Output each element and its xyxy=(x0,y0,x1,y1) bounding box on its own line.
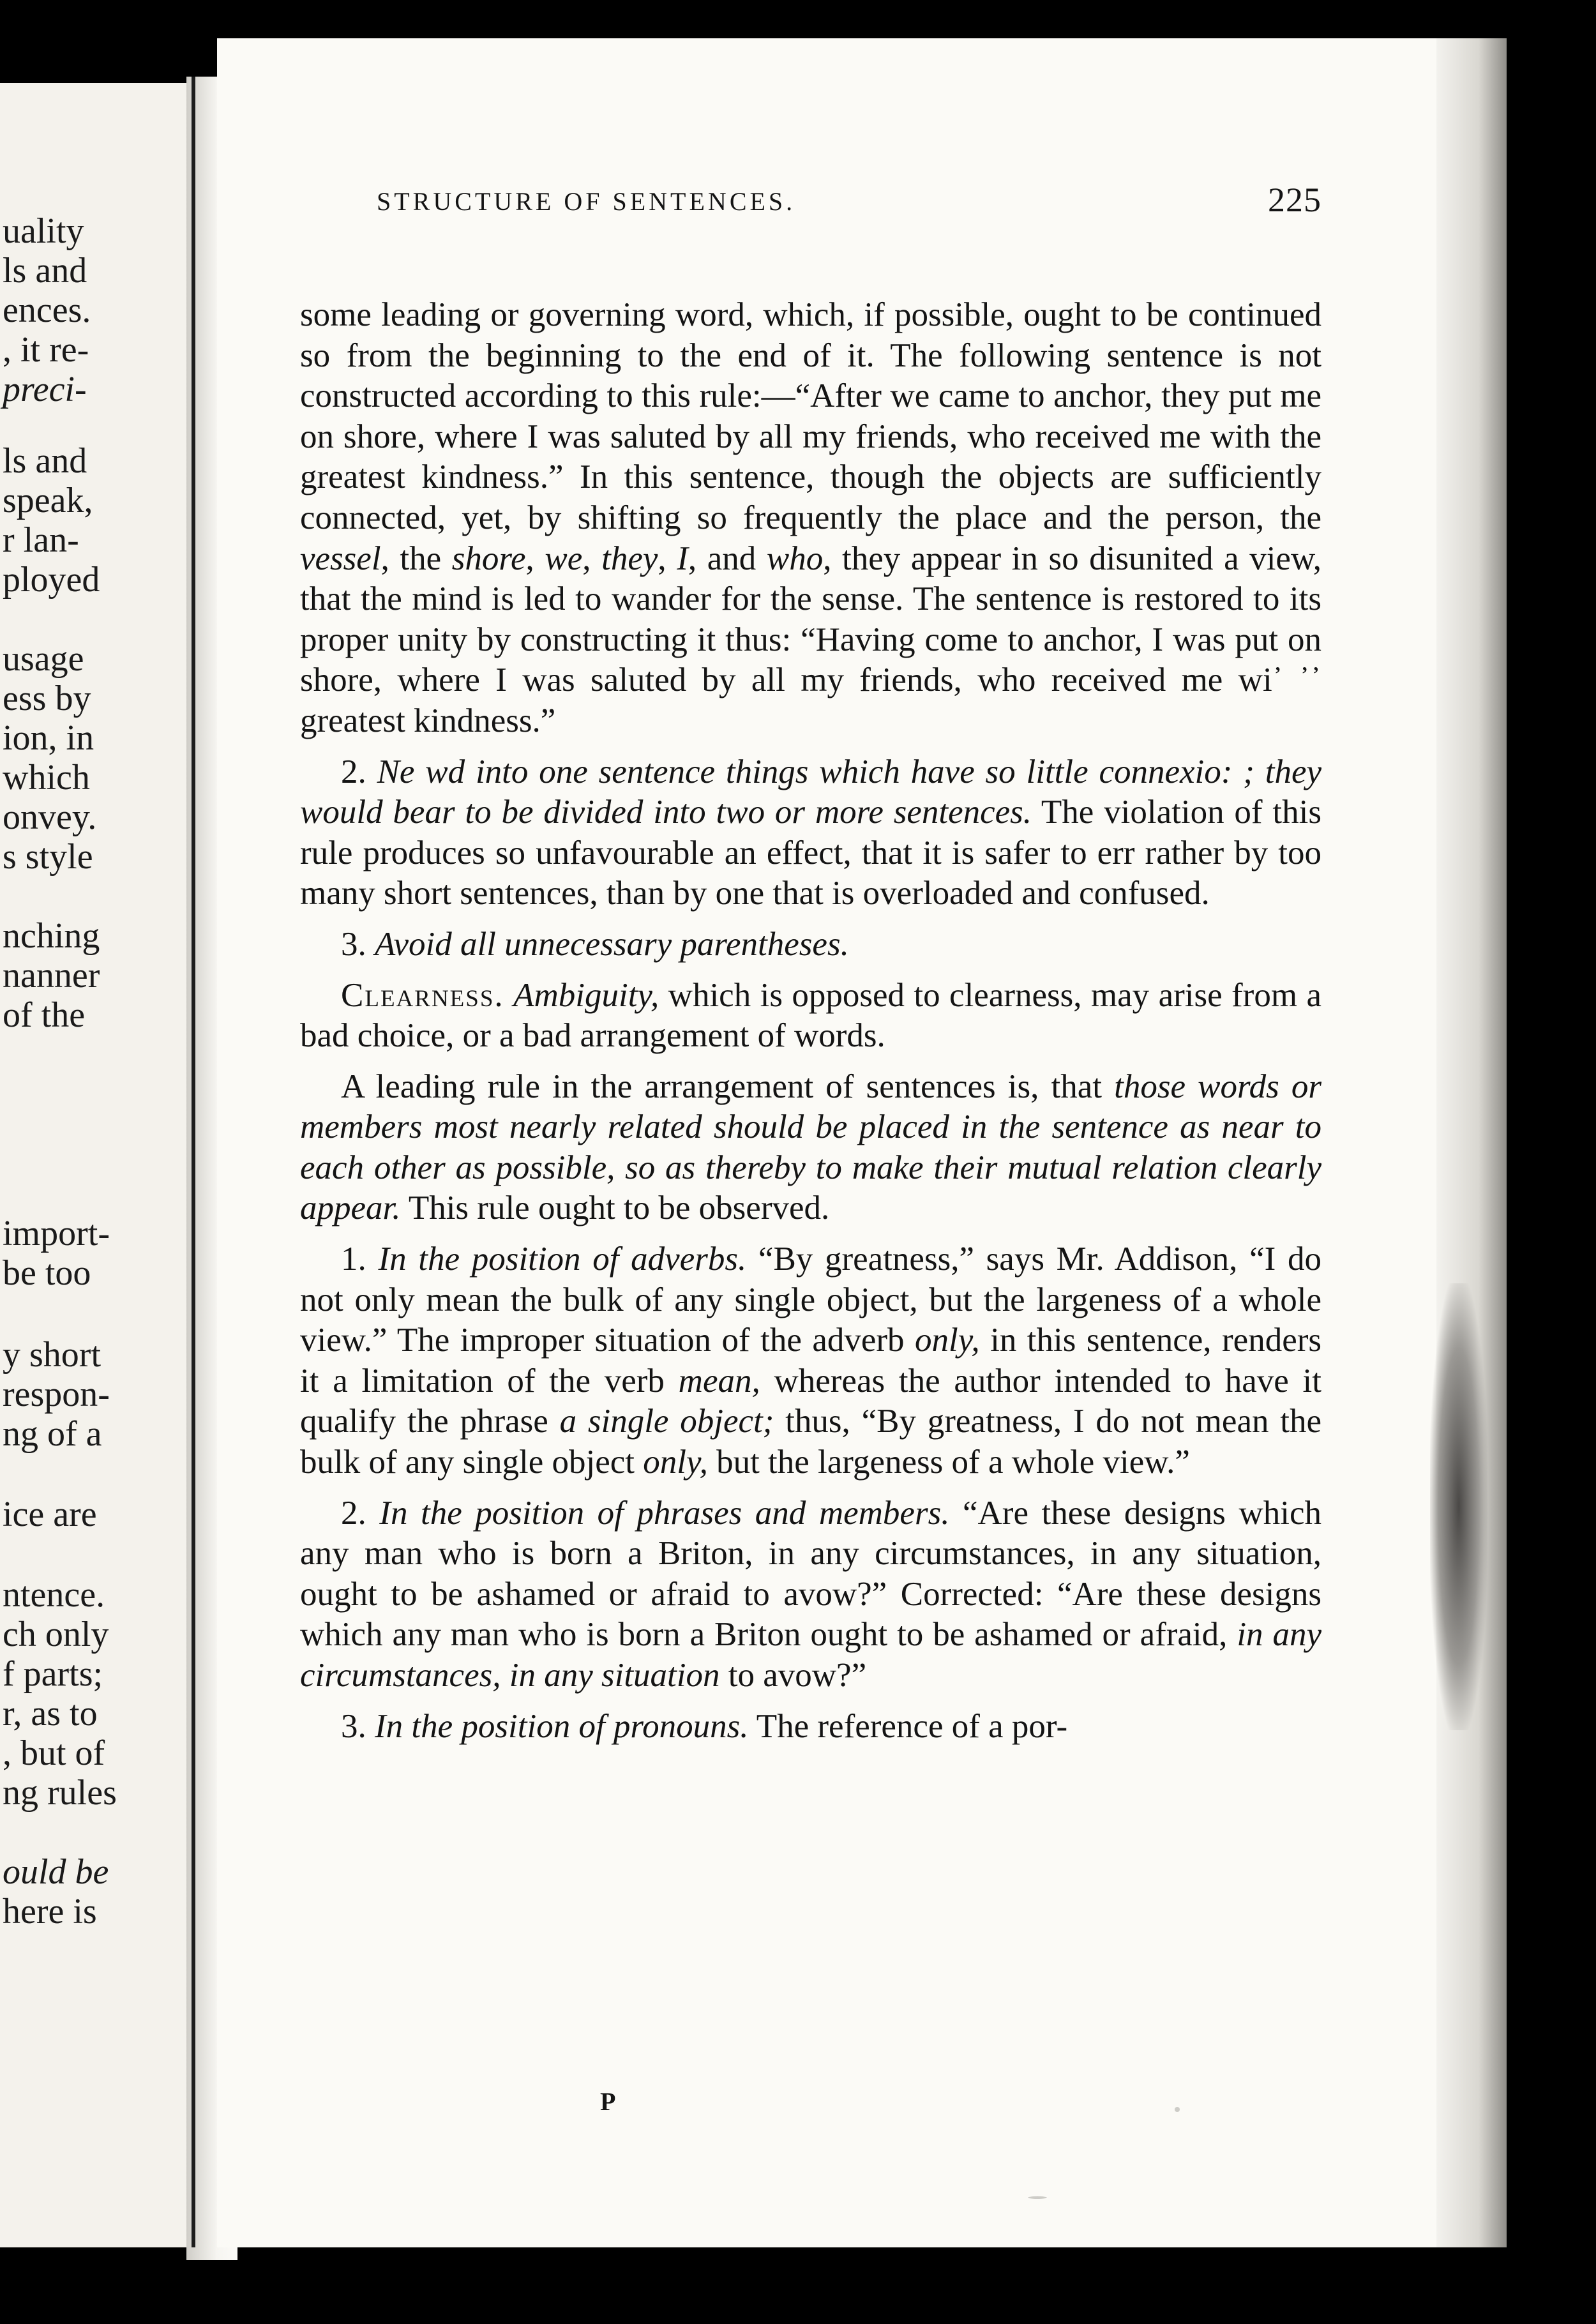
left-page-line: which xyxy=(3,758,90,797)
left-page-fragment xyxy=(0,83,186,2247)
rule-number: 2. xyxy=(341,1494,380,1532)
left-page-line: be too xyxy=(3,1253,91,1293)
page-number: 225 xyxy=(1268,181,1321,219)
paragraph-rule-3 xyxy=(300,924,1321,965)
signature-mark: P xyxy=(600,2087,616,2116)
italic-word: a single object; xyxy=(559,1403,774,1440)
page-edge-stain xyxy=(1430,1283,1487,1730)
italic-word: who xyxy=(766,540,824,577)
left-page-line: speak, xyxy=(3,481,93,520)
left-page-line: ion, in xyxy=(3,718,94,758)
left-page-line: ls and xyxy=(3,251,87,290)
text-run: , they appear in so disunited a view, that the mind is led to wander for the sense. The sentence is restored to its proper unity by constructing it thus: “Having come to anchor, I was put on shore, where I was saluted by all my friends, who received me wi᾿ ᾿᾿ greatest kindness.” xyxy=(300,540,1322,739)
text-run: to avow?” xyxy=(719,1657,867,1694)
text-run: “Are these designs which any man who is born a Briton, in any circumstances, in any situation, ought to be ashamed or afraid to avow?” Corrected: “Are these designs which any man who is born a Briton ought to be ashamed or afraid, xyxy=(300,1494,1321,1654)
left-page-line: r lan- xyxy=(3,520,79,560)
left-page-line: nching xyxy=(3,916,100,956)
left-page-line: ice are xyxy=(3,1495,97,1534)
rule-number: 3. xyxy=(341,925,375,963)
italic-word: we xyxy=(545,540,583,577)
paragraph-adverbs xyxy=(300,1239,1321,1483)
italic-word: mean, xyxy=(678,1362,760,1400)
left-page-line: of the xyxy=(3,995,86,1035)
text-run: thus, “By greatness, I do not mean the bulk of any single object xyxy=(300,1403,1321,1481)
text-run: some leading or governing word, which, if possible, ought to be continued so from the beginning to the end of it. The following sentence is not constructed according to this rule:—“After we came to anchor, they put me on shore, where I was saluted by all my friends, who received me with the greatest kindness.” In this sentence, though the objects are sufficiently connected, yet, by shifting so frequently the place and the person, the xyxy=(300,296,1321,536)
rule-text: In the position of phrases and members. xyxy=(379,1494,950,1532)
text-run: This rule ought to be observed. xyxy=(400,1189,830,1227)
rule-number: 2. xyxy=(341,753,377,790)
left-page-line: ployed xyxy=(3,560,100,600)
left-page-line: usage xyxy=(3,639,84,679)
text-run: , xyxy=(582,540,602,577)
paragraph-pronouns xyxy=(300,1707,1321,1747)
paragraph-unity-continued xyxy=(300,295,1321,742)
left-page-line: ess by xyxy=(3,679,91,718)
dust-speck xyxy=(1175,2107,1180,2112)
text-run: “By greatness,” says Mr. Addison, “I do not only mean the bulk of any single object, but the largeness of a whole view.” The improper situation of the adverb xyxy=(300,1241,1321,1359)
italic-word: Ambiguity, xyxy=(513,976,659,1014)
paragraph-phrases xyxy=(300,1493,1321,1696)
paragraph-rule-2 xyxy=(300,752,1321,914)
left-page-line: nanner xyxy=(3,956,100,995)
text-run: whereas the author intended to have it qualify the phrase xyxy=(300,1362,1321,1440)
left-page-line: respon- xyxy=(3,1375,110,1414)
italic-word: in any circumstances, in any situation xyxy=(300,1616,1321,1694)
left-page-line: uality xyxy=(3,211,84,251)
text-run: A leading rule in the arrangement of sentences is, that xyxy=(341,1068,1115,1105)
rule-number: 1. xyxy=(341,1241,379,1278)
rule-number: 3. xyxy=(341,1707,375,1745)
rule-text: Avoid all unnecessary parentheses. xyxy=(375,925,849,963)
page-edge xyxy=(1436,38,1507,2247)
running-title: STRUCTURE OF SENTENCES. xyxy=(377,187,796,216)
italic-word: vessel xyxy=(300,540,381,577)
paragraph-clearness xyxy=(300,976,1321,1057)
left-page-line: ng of a xyxy=(3,1414,102,1454)
body-text xyxy=(300,295,1321,1747)
rule-text: those words or members most nearly related should be placed in the sentence as near to each other as possible, so as thereby to make their mutual relation clearly appear. xyxy=(300,1068,1321,1227)
text-run: in this sentence, renders it a limitation of the verb xyxy=(300,1322,1321,1400)
left-page-line: , but of xyxy=(3,1733,105,1773)
italic-word: I xyxy=(677,540,688,577)
left-page-line: r, as to xyxy=(3,1694,98,1733)
text-run: , xyxy=(525,540,545,577)
left-page-line: import- xyxy=(3,1214,110,1253)
left-page-line: ls and xyxy=(3,441,87,481)
text-run: The violation of this rule produces so unfavourable an effect, that it is safer to err rather by too many short sentences, than by one that is overloaded and confused. xyxy=(300,794,1322,912)
left-page-line: ntence. xyxy=(3,1575,105,1615)
rule-text: In the position of adverbs. xyxy=(378,1241,747,1278)
left-page-line: preci- xyxy=(3,370,87,409)
left-page-line: f parts; xyxy=(3,1654,103,1694)
text-run: , and xyxy=(688,540,767,577)
text-run: , xyxy=(658,540,677,577)
paragraph-leading-rule xyxy=(300,1067,1321,1229)
left-page-line: , it re- xyxy=(3,330,89,370)
italic-word: only, xyxy=(643,1444,708,1481)
left-page-line: y short xyxy=(3,1335,101,1375)
text-run: which is opposed to clearness, may arise from a bad choice, or a bad arrangement of words. xyxy=(300,976,1321,1055)
rule-text: Ne wd into one sentence things which have so little connexio: ; they would bear to be divided into two or more sentences. xyxy=(300,753,1321,831)
section-heading: Clearness. xyxy=(341,976,504,1014)
italic-word: shore xyxy=(451,540,526,577)
left-page-line: ng rules xyxy=(3,1773,117,1813)
left-page-line: s style xyxy=(3,837,93,877)
left-page-line: ences. xyxy=(3,290,91,330)
text-run: , the xyxy=(380,540,452,577)
italic-word: only, xyxy=(915,1322,980,1359)
dust-speck xyxy=(1028,2196,1047,2199)
left-page-line: ould be xyxy=(3,1852,109,1892)
text-run: but the largeness of a whole view.” xyxy=(707,1444,1190,1481)
text-run: The reference of a por- xyxy=(748,1707,1068,1745)
italic-word: they xyxy=(601,540,658,577)
left-page-line: ch only xyxy=(3,1615,109,1654)
rule-text: In the position of pronouns. xyxy=(375,1707,749,1745)
left-page-line: here is xyxy=(3,1892,97,1931)
left-page-line: onvey. xyxy=(3,797,97,837)
gutter-shadow-line xyxy=(192,77,195,2247)
